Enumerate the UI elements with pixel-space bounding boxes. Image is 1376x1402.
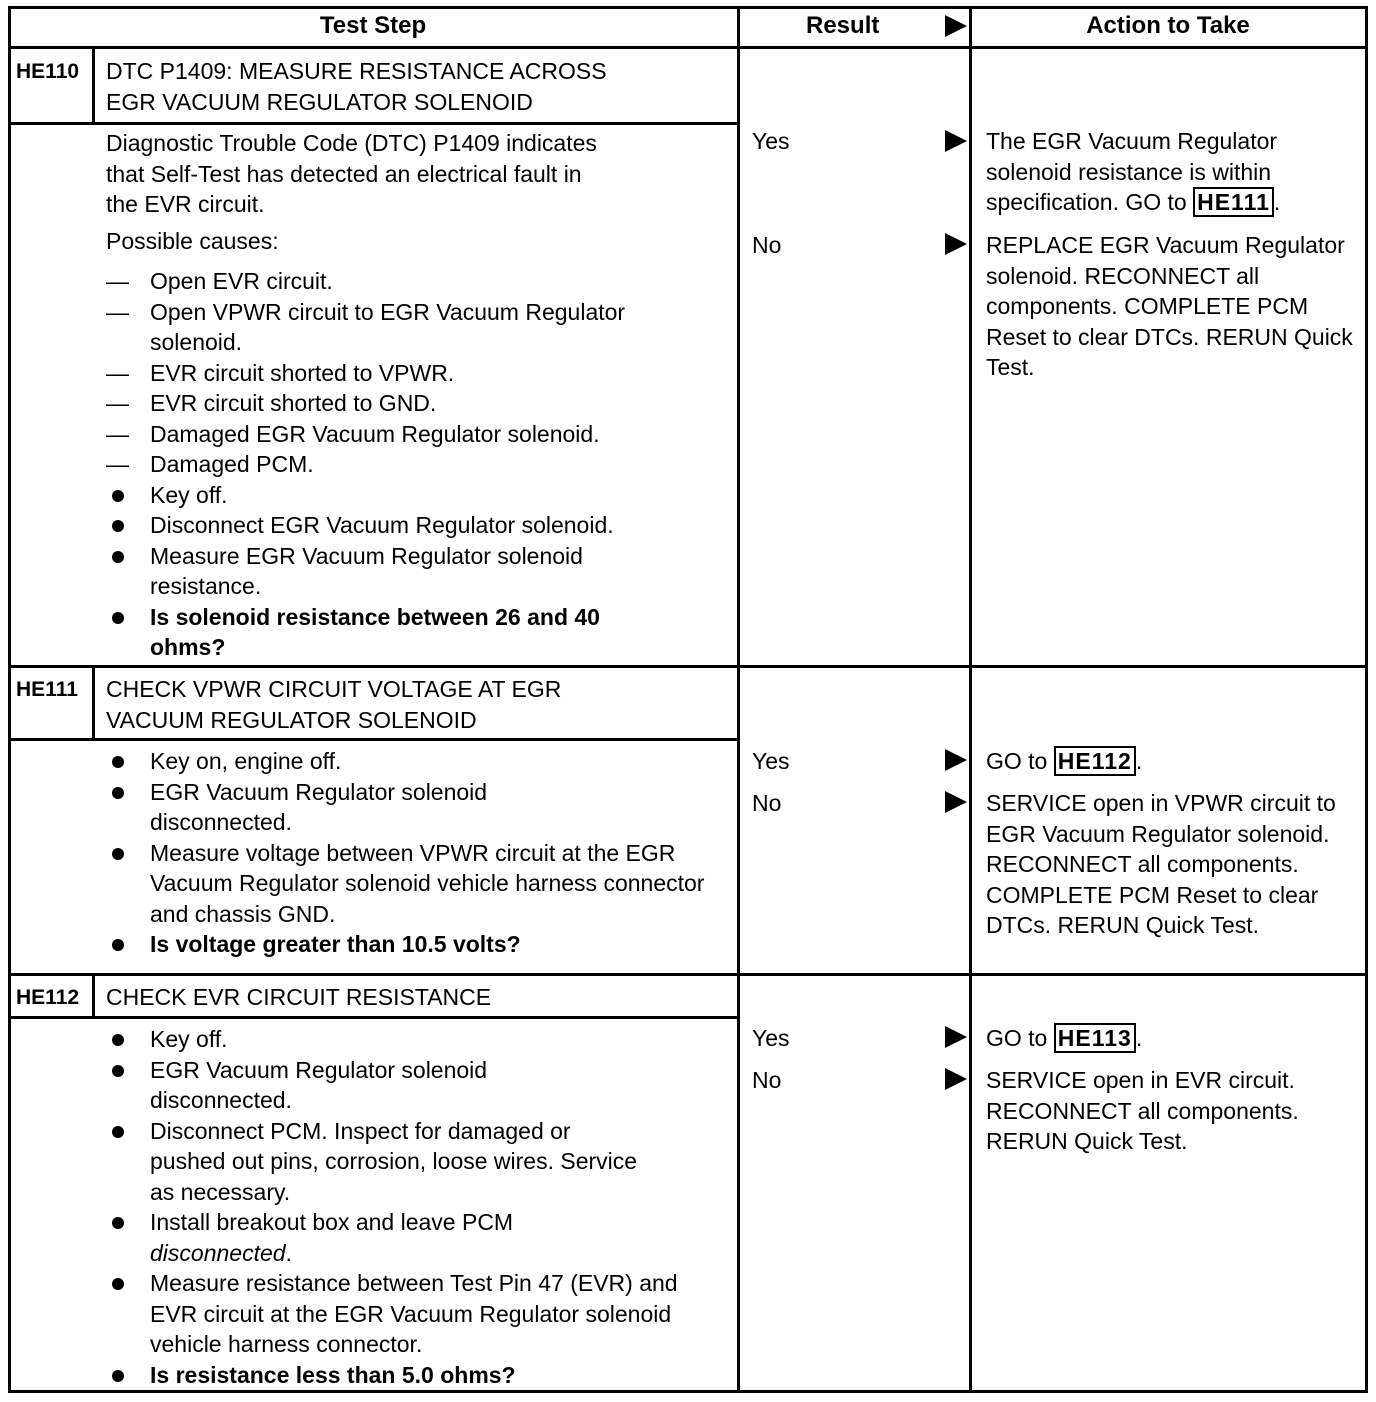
- frame-bottom: [8, 1390, 1368, 1393]
- result-arrow-icon: [945, 130, 967, 152]
- title-rule-2: [8, 738, 738, 741]
- result-arrow-icon: [945, 749, 967, 771]
- step-id-he111: HE111: [16, 678, 78, 701]
- result-arrow-icon: [945, 791, 967, 813]
- header-test-step: Test Step: [319, 12, 427, 39]
- divider-action: [969, 6, 972, 1393]
- action-yes: [986, 746, 1361, 777]
- header-arrow-icon: [945, 15, 967, 37]
- header-action: Action to Take: [1086, 12, 1250, 39]
- action-text-end: .: [1135, 1025, 1143, 1051]
- action-yes: [986, 1023, 1361, 1054]
- step-title-line: VACUUM REGULATOR SOLENOID: [106, 707, 477, 733]
- action-no: REPLACE EGR Vacuum Regulator solenoid. RECONNECT all components. COMPLETE PCM Reset to clear DTCs. RERUN Quick Test.: [986, 232, 1353, 380]
- instruction-item: EGR Vacuum Regulator solenoid disconnected.: [106, 1055, 726, 1116]
- step-title-he111: [106, 674, 726, 736]
- action-text: GO to: [986, 1025, 1048, 1051]
- diagnostic-table: [8, 6, 1368, 1393]
- result-arrow-icon: [945, 1068, 967, 1090]
- instruction-item: Measure voltage between VPWR circuit at the EGR Vacuum Regulator solenoid vehicle harness connector and chassis GND.: [106, 838, 726, 930]
- question-item: Is resistance less than 5.0 ohms?: [106, 1360, 726, 1391]
- link-he113[interactable]: HE113: [1054, 1023, 1136, 1053]
- title-rule-3: [8, 1016, 738, 1019]
- link-he111[interactable]: HE111: [1193, 187, 1274, 217]
- row-rule-1: [8, 665, 1368, 668]
- result-arrow-icon: [945, 233, 967, 255]
- result-no: No: [752, 232, 782, 258]
- instruction-emphasis: disconnected: [150, 1239, 286, 1266]
- result-no: No: [752, 1067, 782, 1093]
- frame-right: [1365, 6, 1368, 1393]
- action-text-end: .: [1135, 748, 1143, 774]
- instruction-item: Disconnect PCM. Inspect for damaged or pushed out pins, corrosion, loose wires. Service as necessary.: [106, 1116, 726, 1208]
- action-text: GO to: [986, 748, 1048, 774]
- instruction-text-end: .: [285, 1239, 292, 1266]
- instruction-item: EGR Vacuum Regulator solenoid disconnected.: [106, 777, 726, 838]
- link-he112[interactable]: HE112: [1054, 746, 1136, 776]
- action-no: SERVICE open in EVR circuit. RECONNECT all components. RERUN Quick Test.: [986, 1067, 1299, 1154]
- action-yes: [986, 126, 1361, 218]
- intro-line: Diagnostic Trouble Code (DTC) P1409 indicates: [106, 130, 597, 156]
- step-id-he112: HE112: [16, 986, 80, 1009]
- id-divider-1: [92, 46, 95, 124]
- header-rule: [8, 46, 1368, 49]
- instruction-item: Key off.: [106, 1024, 726, 1055]
- step-title-line: CHECK VPWR CIRCUIT VOLTAGE AT EGR: [106, 676, 562, 702]
- step-body-he111: [106, 746, 726, 960]
- instruction-item: [106, 1207, 726, 1268]
- header-result: Result: [806, 12, 880, 39]
- step-title-line: CHECK EVR CIRCUIT RESISTANCE: [106, 984, 492, 1010]
- result-yes: Yes: [752, 1025, 790, 1051]
- result-yes: Yes: [752, 748, 790, 774]
- cause-item: — Open VPWR circuit to EGR Vacuum Regulator solenoid.: [106, 297, 726, 358]
- question-item: Is voltage greater than 10.5 volts?: [106, 929, 726, 960]
- instruction-text: Install breakout box and leave PCM: [150, 1209, 514, 1235]
- step-body-he110: [106, 128, 726, 663]
- step-title-line: EGR VACUUM REGULATOR SOLENOID: [106, 89, 533, 115]
- cause-item: — EVR circuit shorted to GND.: [106, 388, 726, 419]
- cause-item: — EVR circuit shorted to VPWR.: [106, 358, 726, 389]
- id-divider-3: [92, 973, 95, 1018]
- action-no: SERVICE open in VPWR circuit to EGR Vacuum Regulator solenoid. RECONNECT all components. COMPLETE PCM Reset to clear DTCs. RERUN Quick Test.: [986, 790, 1336, 938]
- step-body-he112: [106, 1024, 726, 1390]
- step-title-he110: [106, 56, 726, 118]
- action-text-end: .: [1273, 189, 1281, 215]
- intro-line: the EVR circuit.: [106, 191, 265, 217]
- question-item: Is solenoid resistance between 26 and 40 ohms?: [106, 602, 726, 663]
- result-yes: Yes: [752, 128, 790, 154]
- result-no: No: [752, 790, 782, 816]
- cause-item: — Open EVR circuit.: [106, 266, 726, 297]
- step-title-he112: [106, 982, 726, 1013]
- instruction-item: Measure resistance between Test Pin 47 (EVR) and EVR circuit at the EGR Vacuum Regulator solenoid vehicle harness connector.: [106, 1268, 726, 1360]
- divider-result: [737, 6, 740, 1393]
- id-divider-2: [92, 665, 95, 740]
- row-rule-2: [8, 973, 1368, 976]
- instruction-item: Disconnect EGR Vacuum Regulator solenoid.: [106, 510, 726, 541]
- step-title-line: DTC P1409: MEASURE RESISTANCE ACROSS: [106, 58, 607, 84]
- instruction-item: Key off.: [106, 480, 726, 511]
- cause-item: — Damaged EGR Vacuum Regulator solenoid.: [106, 419, 726, 450]
- result-arrow-icon: [945, 1026, 967, 1048]
- instruction-item: Measure EGR Vacuum Regulator solenoid resistance.: [106, 541, 726, 602]
- step-id-he110: HE110: [16, 60, 80, 83]
- instruction-item: Key on, engine off.: [106, 746, 726, 777]
- action-text: The EGR Vacuum Regulator solenoid resistance is within specification. GO to: [986, 128, 1278, 215]
- intro-line: that Self-Test has detected an electrical fault in: [106, 160, 582, 187]
- cause-item: — Damaged PCM.: [106, 449, 726, 480]
- title-rule-1: [8, 122, 738, 125]
- frame-left: [8, 6, 11, 1393]
- causes-label: Possible causes:: [106, 227, 279, 254]
